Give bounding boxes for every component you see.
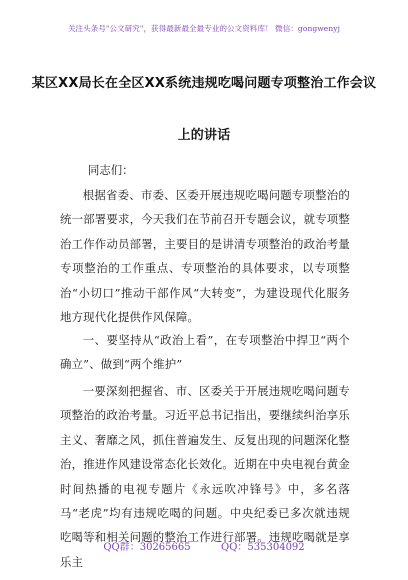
body-paragraph-2: 一要深刻把握省、市、区委关于开展违规吃喝问题专项整治的政治考量。习近平总书记指出，要继续纠治享乐主义、奢靡之风，抓住普遍发生、反复出现的问题深化整治，推进作风建设常态化长效化。近期在中央电视台黄金时间热播的电视专题片《永远吹冲锋号》中，多名落马“老虎”均有违规吃喝的问题。中央纪委已多次就违规吃喝等和相关问题的整治工作进行部署。违规吃喝就是享乐主 (60, 384, 350, 569)
salutation: 同志们： (88, 163, 134, 177)
body-paragraph-1: 根据省委、市委、区委开展违规吃喝问题专项整治的统一部署要求，今天我们在节前召开专题会议，就专项整治工作作动员部署，主要目的是讲清专项整治的政治考量专项整治的工作重点、专项整治的具体要求，以专项整治“小切口”推动干部作风“大转变”，为建设现代化服务地方现代化提供作风保障。 (60, 188, 350, 325)
footer-contact (0, 538, 408, 553)
footer-qq-group: QQ群：30265665 (103, 542, 191, 553)
document-title-line1: 某区XX局长在全区XX系统违规吃喝问题专项整治工作会议 (31, 76, 377, 91)
document-title-line2: 上的讲话 (177, 128, 231, 143)
section-heading-1: 一、要坚持从“政治上看”，在专项整治中捍卫“两个确立”、做到“两个维护” (60, 333, 350, 372)
header-promo-note: 关注头条号"公文研究"，获得最新最全最专业的公文资料库！ 微信：gongwenyj (67, 24, 341, 33)
footer-qq: QQ：535304092 (221, 542, 305, 553)
